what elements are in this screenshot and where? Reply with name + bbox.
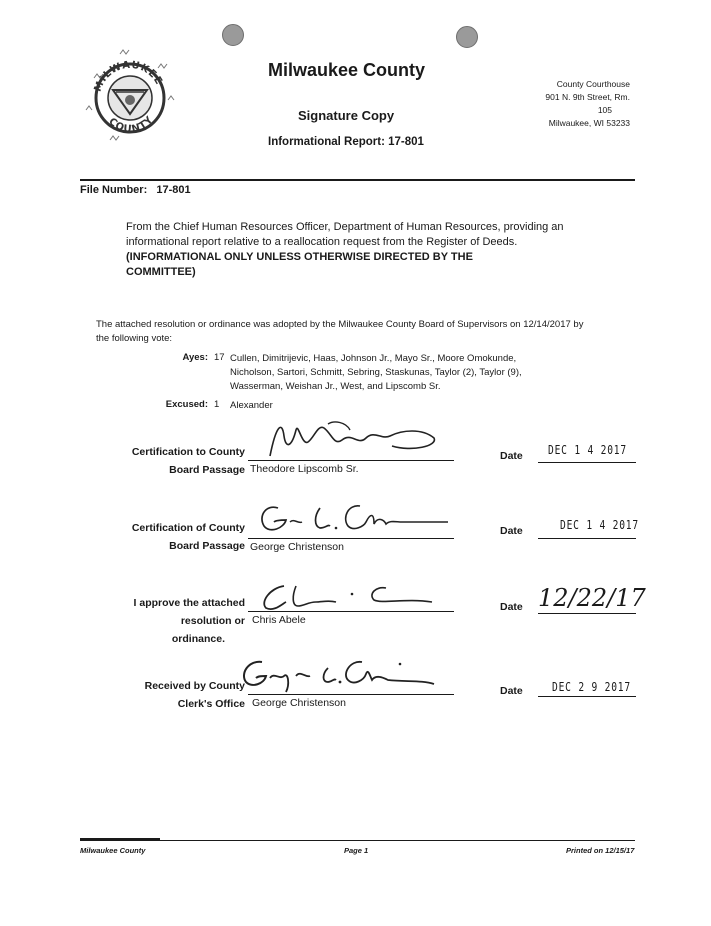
cert-2-label: Certification of County Board Passage <box>131 522 245 552</box>
date-line-2 <box>538 538 636 539</box>
signature-george-christenson-2 <box>236 656 436 696</box>
signature-theodore-lipscomb <box>262 416 442 464</box>
footer-county: Milwaukee County <box>80 846 146 855</box>
footer-page-number: Page 1 <box>344 846 369 855</box>
date-line-1 <box>538 462 636 463</box>
county-title: Milwaukee County <box>268 60 426 80</box>
signature-line-1 <box>248 460 454 461</box>
informational-notice: (INFORMATIONAL ONLY UNLESS OTHERWISE DIRECTED BY THE COMMITTEE) <box>126 251 473 278</box>
approval-signer: Chris Abele <box>252 614 306 626</box>
signature-line-3 <box>248 611 454 612</box>
ayes-count: 17 <box>214 352 225 363</box>
copy-type: Signature Copy <box>298 108 395 123</box>
excused-label: Excused: <box>165 399 208 410</box>
approval-label: I approve the attached resolution or ordinance. <box>133 597 245 645</box>
ayes-label: Ayes: <box>182 352 208 363</box>
report-number: Informational Report: 17-801 <box>268 136 424 148</box>
cert-1-label: Certification to County Board Passage <box>131 446 245 476</box>
received-date-stamp: DEC 2 9 2017 <box>552 680 631 694</box>
signature-george-christenson-1 <box>256 498 452 538</box>
cert-2-date-stamp: DEC 1 4 2017 <box>560 518 639 532</box>
approval-date-handwritten: 12/22/17 <box>538 584 646 612</box>
report-description: From the Chief Human Resources Officer, Department of Human Resources, providing an informational report relative to a reallocation request from the Register of Deeds. (INFORMATIONAL ONLY UNLESS OTHERWISE DIRECTED BY THE COMMITTEE) <box>126 221 564 278</box>
svg-text:MILWAUKEE: MILWAUKEE <box>92 59 165 94</box>
footer-divider <box>80 840 635 841</box>
received-signer: George Christenson <box>252 697 346 709</box>
excused-count: 1 <box>214 399 220 410</box>
date-line-4 <box>538 696 636 697</box>
signature-line-2 <box>248 538 454 539</box>
courthouse-address: County Courthouse 901 N. 9th Street, Rm. 105 Milwaukee, WI 53233 <box>545 79 630 128</box>
received-label: Received by County Clerk's Office <box>144 680 245 710</box>
file-number: File Number: 17-801 <box>80 184 191 196</box>
footer-printed-date: Printed on 12/15/17 <box>566 846 635 855</box>
approval-date-label: Date <box>500 601 523 613</box>
cert-2-date-label: Date <box>500 525 523 537</box>
received-date-label: Date <box>500 685 523 697</box>
excused-names: Alexander <box>230 400 273 411</box>
cert-1-date-stamp: DEC 1 4 2017 <box>548 443 627 457</box>
punch-hole-right <box>456 26 478 48</box>
date-line-3 <box>538 613 636 614</box>
cert-1-signer: Theodore Lipscomb Sr. <box>250 463 359 475</box>
cert-1-date-label: Date <box>500 450 523 462</box>
header-divider <box>80 179 635 181</box>
cert-2-signer: George Christenson <box>250 541 344 553</box>
punch-hole-left <box>222 24 244 46</box>
ayes-names: Cullen, Dimitrijevic, Haas, Johnson Jr., Mayo Sr., Moore Omokunde, Nicholson, Sartori, Schmitt, Sebring, Staskunas, Taylor (2), Taylor (9), Wasserman, Weishan Jr., West, and Lipscomb Sr. <box>230 353 522 392</box>
county-seal-logo <box>80 48 180 148</box>
adoption-statement: The attached resolution or ordinance was adopted by the Milwaukee County Board of Supervisors on 12/14/2017 by the following vote: <box>96 319 584 344</box>
signature-line-4 <box>248 694 454 695</box>
signature-chris-abele <box>256 580 436 614</box>
svg-text:COUNTY: COUNTY <box>106 114 156 136</box>
